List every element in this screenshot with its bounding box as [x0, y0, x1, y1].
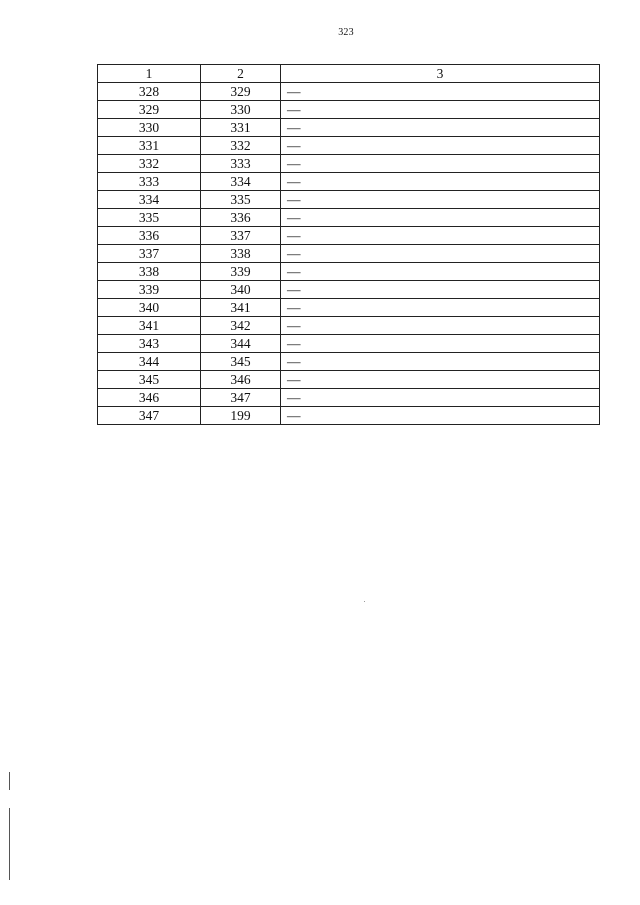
table-row: [98, 137, 600, 155]
table-cell-col-3: —: [281, 119, 600, 137]
table-row: [98, 389, 600, 407]
table-row: [98, 245, 600, 263]
table-cell-col-1: 330: [98, 119, 201, 137]
table-cell-col-1: 334: [98, 191, 201, 209]
table-cell-col-2: 330: [201, 101, 281, 119]
table-row: [98, 281, 600, 299]
table-cell-col-2: 345: [201, 353, 281, 371]
table-cell-col-3: —: [281, 317, 600, 335]
table-row: [98, 407, 600, 425]
table-cell-col-2: 338: [201, 245, 281, 263]
table-row: [98, 353, 600, 371]
table-cell-col-3: —: [281, 389, 600, 407]
table-cell-col-2: 340: [201, 281, 281, 299]
table-cell-col-3: —: [281, 353, 600, 371]
data-table: [97, 64, 600, 425]
table-cell-col-2: 336: [201, 209, 281, 227]
table-cell-col-1: 344: [98, 353, 201, 371]
table-cell-col-1: 346: [98, 389, 201, 407]
table-cell-col-2: 337: [201, 227, 281, 245]
table-cell-col-3: —: [281, 155, 600, 173]
table-body: [98, 83, 600, 425]
table-cell-col-3: —: [281, 407, 600, 425]
table-row: [98, 317, 600, 335]
table-cell-col-2: 332: [201, 137, 281, 155]
table-row: [98, 83, 600, 101]
page-number: 323: [338, 27, 354, 38]
table-row: [98, 119, 600, 137]
table-cell-col-1: 340: [98, 299, 201, 317]
table-cell-col-1: 339: [98, 281, 201, 299]
table-cell-col-3: —: [281, 83, 600, 101]
table-cell-col-1: 337: [98, 245, 201, 263]
table-row: [98, 173, 600, 191]
table-cell-col-2: 331: [201, 119, 281, 137]
table-cell-col-1: 328: [98, 83, 201, 101]
table-cell-col-3: —: [281, 209, 600, 227]
table-cell-col-1: 336: [98, 227, 201, 245]
table-cell-col-3: —: [281, 371, 600, 389]
table-row: [98, 299, 600, 317]
table-cell-col-1: 343: [98, 335, 201, 353]
table-cell-col-1: 347: [98, 407, 201, 425]
scan-speck: [364, 601, 365, 602]
table-row: [98, 227, 600, 245]
scan-edge-mark: [9, 808, 10, 880]
table-row: [98, 335, 600, 353]
table-cell-col-2: 334: [201, 173, 281, 191]
table-cell-col-1: 345: [98, 371, 201, 389]
table-cell-col-1: 329: [98, 101, 201, 119]
table-cell-col-2: 335: [201, 191, 281, 209]
table-cell-col-1: 338: [98, 263, 201, 281]
table-cell-col-3: —: [281, 263, 600, 281]
table-cell-col-1: 333: [98, 173, 201, 191]
table-cell-col-3: —: [281, 173, 600, 191]
column-header-3: 3: [281, 65, 600, 83]
table-row: [98, 101, 600, 119]
table-row: [98, 263, 600, 281]
table-cell-col-1: 331: [98, 137, 201, 155]
table-cell-col-2: 339: [201, 263, 281, 281]
table-cell-col-3: —: [281, 137, 600, 155]
table-cell-col-2: 329: [201, 83, 281, 101]
table-header-row: [98, 65, 600, 83]
column-header-1: 1: [98, 65, 201, 83]
table-cell-col-3: —: [281, 101, 600, 119]
table-cell-col-1: 335: [98, 209, 201, 227]
table-cell-col-3: —: [281, 335, 600, 353]
scan-edge-mark: [9, 772, 10, 790]
table-row: [98, 155, 600, 173]
table-cell-col-3: —: [281, 191, 600, 209]
table-cell-col-2: 333: [201, 155, 281, 173]
column-header-2: 2: [201, 65, 281, 83]
table-cell-col-3: —: [281, 227, 600, 245]
table-cell-col-2: 347: [201, 389, 281, 407]
table-cell-col-2: 199: [201, 407, 281, 425]
table-cell-col-3: —: [281, 281, 600, 299]
table-row: [98, 209, 600, 227]
table-cell-col-2: 342: [201, 317, 281, 335]
table-row: [98, 191, 600, 209]
table-cell-col-2: 346: [201, 371, 281, 389]
table-cell-col-3: —: [281, 245, 600, 263]
table-cell-col-1: 332: [98, 155, 201, 173]
table-cell-col-1: 341: [98, 317, 201, 335]
table-cell-col-2: 341: [201, 299, 281, 317]
table-cell-col-2: 344: [201, 335, 281, 353]
table-row: [98, 371, 600, 389]
table-cell-col-3: —: [281, 299, 600, 317]
